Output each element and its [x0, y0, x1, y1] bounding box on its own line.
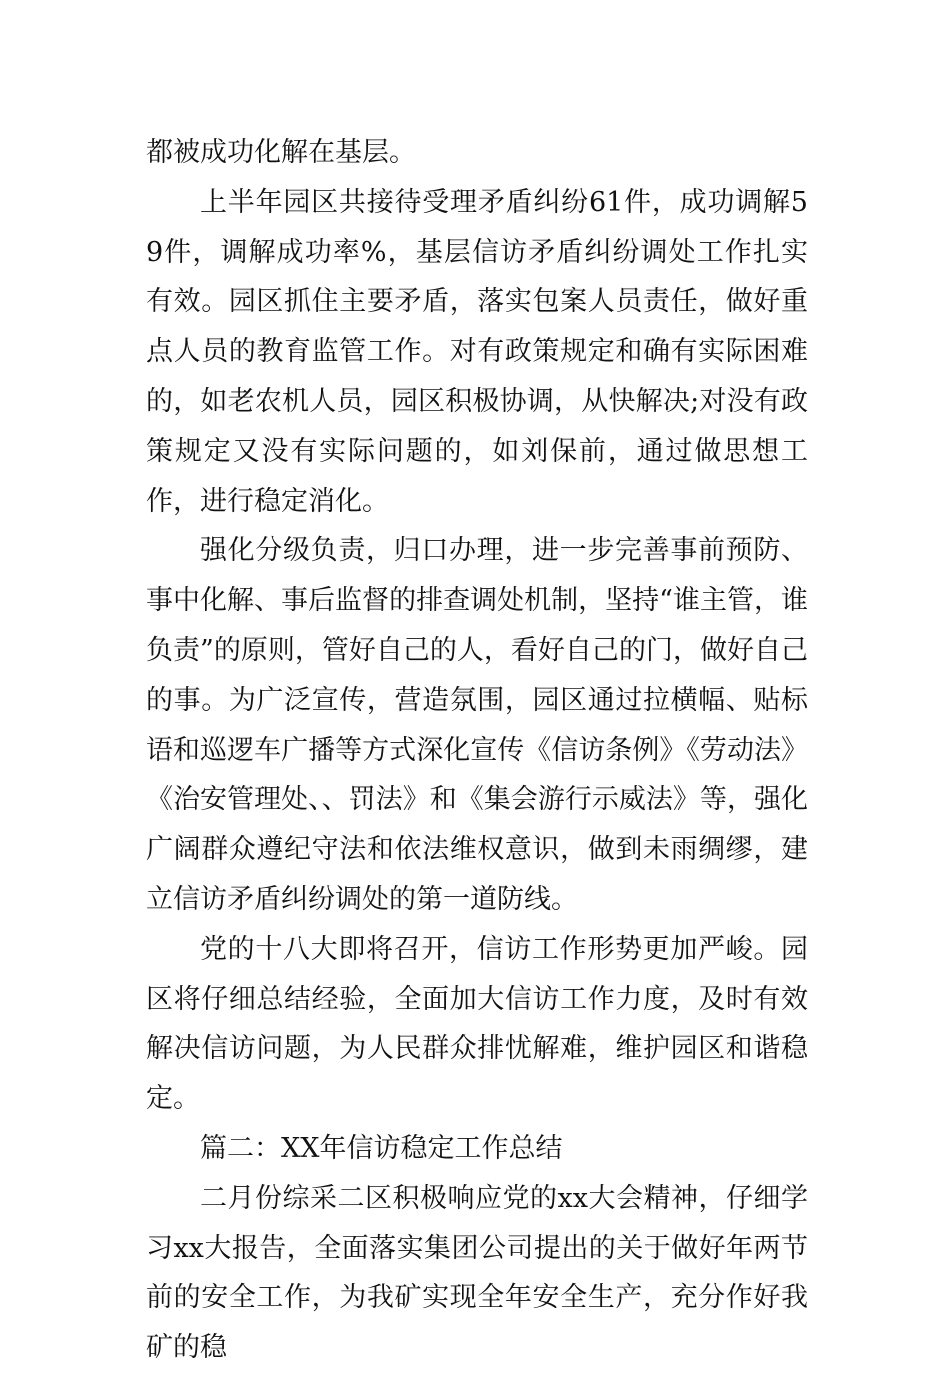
paragraph-responsibility: 强化分级负责，归口办理，进一步完善事前预防、事中化解、事后监督的排查调处机制，坚持“谁主管，谁负责”的原则，管好自己的人，看好自己的门，做好自己的事。为广泛宣传，营造氛围，园区通过拉横幅、贴标语和巡逻车广播等方式深化宣传《信访条例》《劳动法》《治安管理处、、罚法》和《集会游行示威法》等，强化广阔群众遵纪守法和依法维权意识，做到未雨绸缪，建立信访矛盾纠纷调处的第一道防线。 — [146, 535, 808, 915]
paragraph-mediation-stats: 上半年园区共接待受理矛盾纠纷61件，成功调解59件，调解成功率%，基层信访矛盾纠纷调处工作扎实有效。园区抓住主要矛盾，落实包案人员责任，做好重点人员的教育监管工作。对有政策规定和确有实际困难的，如老农机人员，园区积极协调，从快解决;对没有政策规定又没有实际问题的，如刘保前，通过做思想工作，进行稳定消化。 — [146, 186, 808, 517]
paragraph-outlook: 党的十八大即将召开，信访工作形势更加严峻。园区将仔细总结经验，全面加大信访工作力度，及时有效解决信访问题，为人民群众排忧解难，维护园区和谐稳定。 — [146, 933, 808, 1115]
section-heading: 篇二：XX年信访稳定工作总结 — [200, 1132, 563, 1164]
document-body — [146, 128, 808, 1373]
paragraph-continuation: 都被成功化解在基层。 — [146, 137, 416, 168]
paragraph-section-two: 二月份综采二区积极响应党的xx大会精神，仔细学习xx大报告，全面落实集团公司提出的关于做好年两节前的安全工作，为我矿实现全年安全生产，充分作好我矿的稳 — [146, 1182, 808, 1364]
